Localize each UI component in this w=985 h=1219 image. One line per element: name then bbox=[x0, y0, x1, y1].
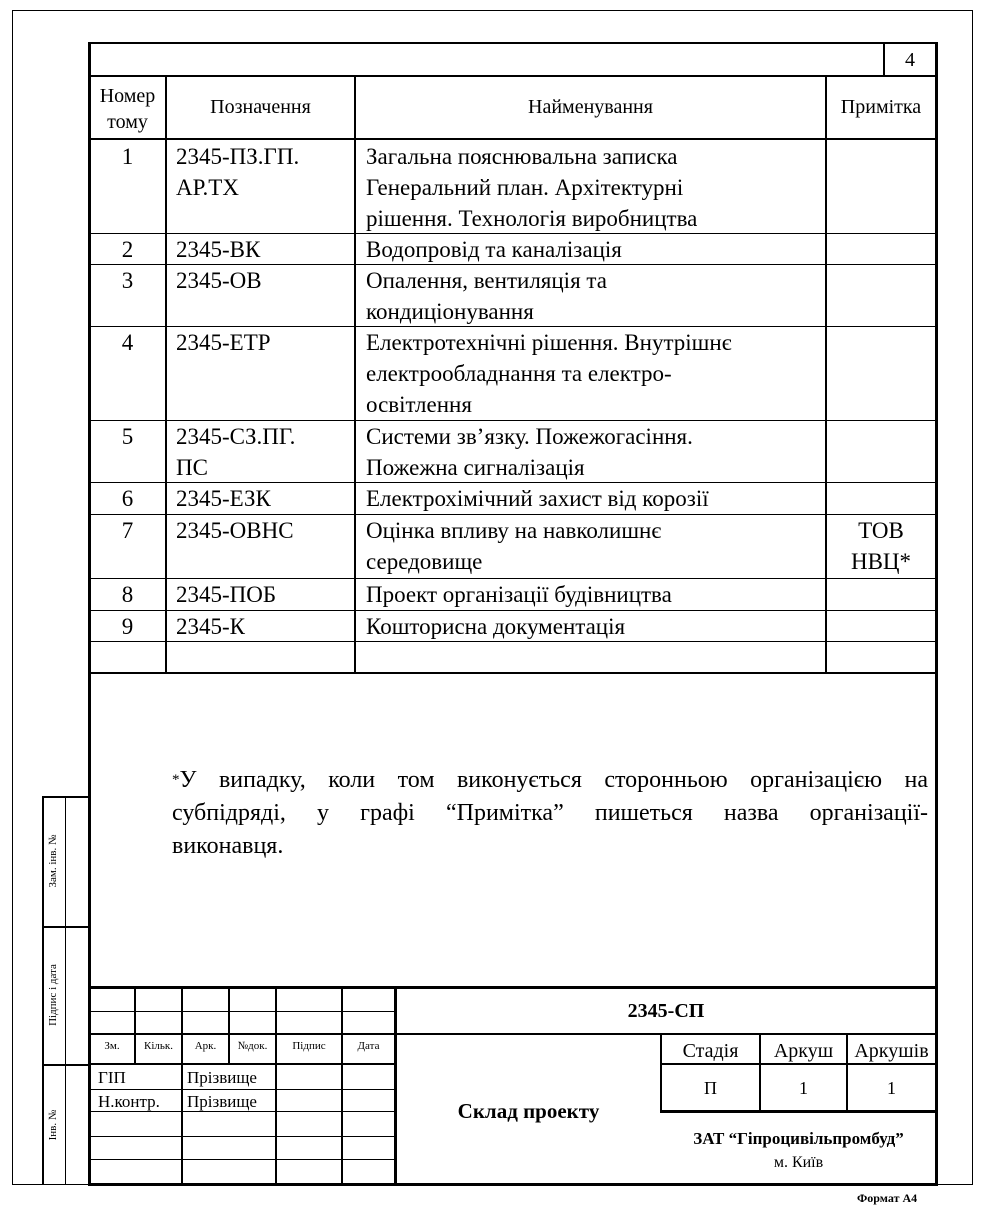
row-name: Опалення, вентиляція та кондиціонування bbox=[366, 268, 607, 324]
tb-vline bbox=[228, 986, 230, 1065]
row-number: 2 bbox=[121, 237, 134, 262]
side-label-zam-inv: Зам. інв. № bbox=[47, 834, 59, 888]
format-label: Формат А4 bbox=[857, 1191, 918, 1205]
side-label-pidpys-data: Підпис і дата bbox=[47, 964, 59, 1026]
row-note: ТОВ НВЦ* bbox=[850, 518, 912, 574]
frame-bottom bbox=[88, 1183, 938, 1186]
drawing-title: Склад проекту bbox=[457, 1099, 600, 1123]
tb-line bbox=[88, 1089, 395, 1090]
row-number: 9 bbox=[121, 614, 134, 639]
frame-top bbox=[88, 42, 938, 44]
side-stamp-mid bbox=[65, 796, 66, 1185]
header-bottom-line bbox=[88, 138, 938, 140]
footnote-line-1: У випадку, коли том виконується сторонньою організацією на bbox=[179, 767, 928, 793]
row-number: 5 bbox=[121, 424, 134, 449]
sheet-value: 1 bbox=[799, 1078, 808, 1098]
side-label-inv: Інв. № bbox=[47, 1109, 59, 1141]
header-volume-number: Номер тому bbox=[99, 85, 156, 133]
table-bottom-line bbox=[88, 672, 938, 674]
table-top-line bbox=[88, 75, 938, 77]
col-line bbox=[354, 75, 356, 673]
row-name: Електротехнічні рішення. Внутрішнє електрообладнання та електро- освітлення bbox=[366, 330, 732, 417]
row-designation: 2345-ПОБ bbox=[176, 582, 277, 607]
footnote-line-2: субпідряді, у графі “Примітка” пишеться назва організації- bbox=[172, 800, 928, 826]
role-gip: ГІП bbox=[98, 1068, 126, 1087]
row-number: 1 bbox=[121, 144, 134, 169]
outer-border-left bbox=[12, 10, 13, 1185]
row-designation: 2345-ОВНС bbox=[176, 518, 294, 543]
row-name: Кошторисна документація bbox=[366, 614, 626, 639]
row-designation: 2345-ВК bbox=[176, 237, 261, 262]
company-name: ЗАТ “Гіпроцивільпромбуд” bbox=[693, 1129, 904, 1148]
tb-vline bbox=[275, 986, 277, 1185]
header-designation: Позначення bbox=[210, 96, 311, 118]
side-stamp-divider bbox=[42, 1064, 88, 1066]
frame-right bbox=[935, 42, 938, 1186]
outer-border-top bbox=[12, 10, 973, 11]
row-number: 7 bbox=[121, 518, 134, 543]
tb-line bbox=[88, 1136, 395, 1137]
row-name: Електрохімічний захист від корозії bbox=[366, 486, 709, 511]
col-label-data: Дата bbox=[357, 1040, 380, 1052]
row-designation: 2345-ЕТР bbox=[176, 330, 271, 355]
row-number: 6 bbox=[121, 486, 134, 511]
tb-line bbox=[88, 1033, 938, 1035]
tb-vline bbox=[341, 986, 343, 1185]
row-name: Проект організації будівництва bbox=[366, 582, 672, 607]
title-block-top bbox=[88, 986, 938, 989]
footnote-line-3: виконавця. bbox=[172, 833, 284, 859]
row-number: 4 bbox=[121, 330, 134, 355]
sheet-number: 4 bbox=[905, 49, 915, 71]
sheet-label: Аркуш bbox=[773, 1040, 834, 1062]
row-number: 8 bbox=[121, 582, 134, 607]
sheets-value: 1 bbox=[887, 1078, 896, 1098]
col-label-ark: Арк. bbox=[194, 1040, 217, 1052]
name-gip: Прізвище bbox=[187, 1068, 257, 1087]
col-line bbox=[825, 75, 827, 673]
tb-vline bbox=[134, 986, 136, 1065]
name-norm-control: Прізвище bbox=[187, 1092, 257, 1111]
col-line bbox=[165, 75, 167, 673]
row-designation: 2345-К bbox=[176, 614, 245, 639]
footnote bbox=[172, 764, 928, 863]
tb-line bbox=[660, 1063, 938, 1065]
row-name: Оцінка впливу на навколишнє середовище bbox=[366, 518, 662, 574]
col-label-zm: Зм. bbox=[104, 1040, 120, 1052]
side-stamp-left bbox=[42, 796, 44, 1185]
row-name: Водопровід та каналізація bbox=[366, 237, 622, 262]
row-designation: 2345-ОВ bbox=[176, 268, 262, 293]
side-stamp-divider bbox=[42, 926, 88, 928]
tb-line bbox=[88, 1111, 395, 1112]
stage-value: П bbox=[704, 1078, 717, 1098]
row-name: Системи зв’язку. Пожежогасіння. Пожежна сигналізація bbox=[366, 424, 693, 480]
col-label-kilk: Кільк. bbox=[144, 1040, 173, 1052]
footnote-star: * bbox=[172, 772, 180, 788]
row-designation: 2345-ЕЗК bbox=[176, 486, 271, 511]
tb-line bbox=[88, 1159, 395, 1160]
row-name: Загальна пояснювальна записка Генеральний план. Архітектурні рішення. Технологія виробництва bbox=[366, 144, 698, 231]
header-name: Найменування bbox=[528, 96, 653, 118]
outer-border-right bbox=[972, 10, 973, 1185]
document-code: 2345-СП bbox=[627, 1000, 705, 1022]
row-designation: 2345-ПЗ.ГП. АР.ТХ bbox=[176, 144, 300, 200]
col-label-ndok: №док. bbox=[237, 1040, 268, 1052]
sheets-label: Аркушів bbox=[854, 1040, 929, 1062]
tb-line bbox=[660, 1110, 938, 1113]
row-number: 3 bbox=[121, 268, 134, 293]
row-designation: 2345-СЗ.ПГ. ПС bbox=[176, 424, 296, 480]
company-city: м. Київ bbox=[773, 1154, 824, 1171]
role-norm-control: Н.контр. bbox=[98, 1092, 160, 1111]
header-note: Примітка bbox=[840, 96, 922, 118]
tb-vline bbox=[181, 986, 183, 1185]
stage-label: Стадія bbox=[682, 1040, 739, 1062]
col-label-pidpys: Підпис bbox=[292, 1040, 326, 1052]
